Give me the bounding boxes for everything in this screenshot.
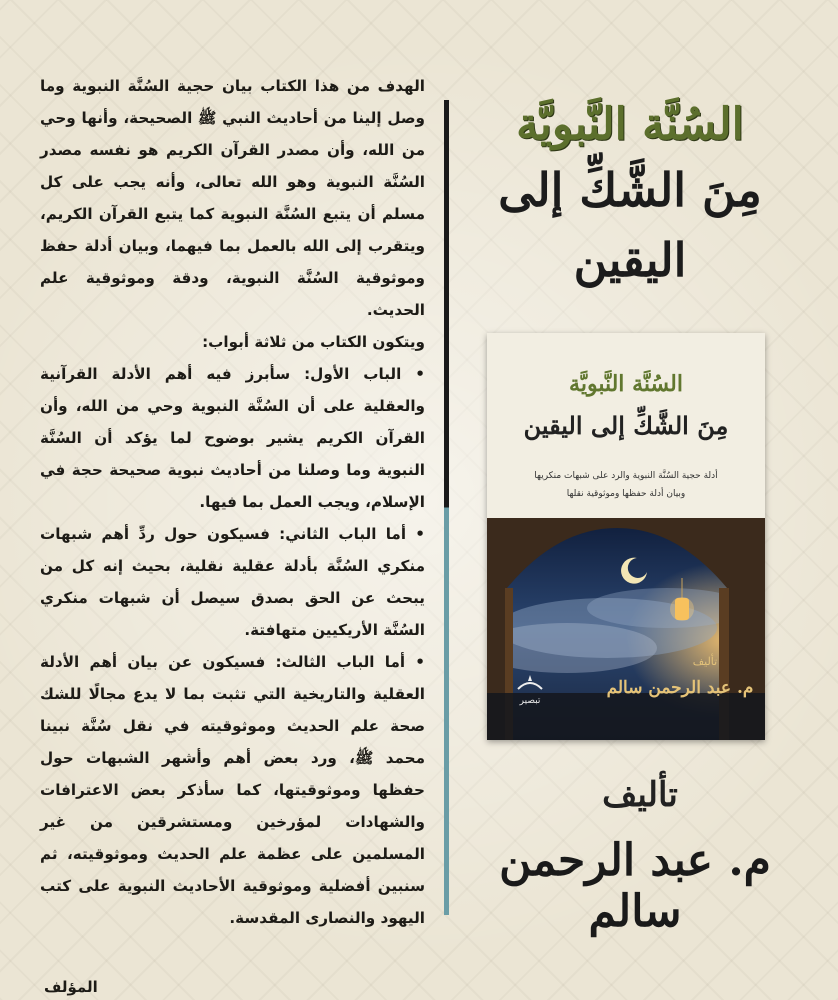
night-sky-illustration: [487, 518, 765, 740]
book-title-line-1: السُنَّة النَّبويَّة: [569, 371, 683, 397]
chapter-2-paragraph: • أما الباب الثاني: فسيكون حول ردِّ أهم شبهات منكري السُنَّة بأدلة عقلية نقلية، بحيث إنه كل من يبحث عن الحق بصدق سيصل أن شبهات منكري السُنَّة الأريكيين متهافتة.: [40, 525, 425, 639]
publisher-logo: [513, 671, 547, 706]
title-line-1: السُنَّة النَّبويَّة: [516, 99, 744, 150]
book-author-label: تأليف: [692, 655, 718, 668]
book-subtitle-line-2: وبيان أدلة حفظها وموثوقية نقلها: [566, 489, 686, 499]
description-text-column: [40, 70, 425, 934]
publisher-logo-icon: [515, 671, 545, 693]
publisher-name: تبصير: [519, 696, 541, 706]
chapter-3-paragraph: • أما الباب الثالث: فسيكون عن بيان أهم الأدلة العقلية والتاريخية التي تثبت بما لا يدع مجالًا للشك صحة علم الحديث وموثوقيته في نقل سُنَّة نبينا محمد ﷺ، ورد بعض أهم وأشهر الشبهات حول حفظها وموثوقيتها، كما سأذكر بعض الاعترافات والشهادات لمؤرخين ومستشرقين من غير المسلمين على عظمة علم الحديث وموثوقيته، ثم سنبين أفضلية وموثوقية الأحاديث النبوية على كتب اليهود والنصارى المقدسة.: [40, 653, 425, 927]
book-title-line-2: مِنَ الشَّكِّ إلى اليقين: [523, 411, 729, 440]
book-author-name: م. عبد الرحمن سالم: [606, 678, 754, 698]
chapters-intro: ويتكون الكتاب من ثلاثة أبواب:: [202, 333, 425, 351]
book-cover-image: [487, 333, 765, 740]
title-line-2: مِنَ الشَّكِّ إلى اليقين: [498, 163, 762, 287]
book-subtitle-line-1: أدلة حجية السُنَّة النبوية والرد على شبهات منكريها: [534, 471, 718, 481]
author-name: م. عبد الرحمن سالم: [499, 835, 771, 937]
vertical-divider: [444, 100, 449, 915]
intro-paragraph: الهدف من هذا الكتاب بيان حجية السُنَّة النبوية وما وصل إلينا من أحاديث النبي ﷺ الصحيحة، وأنها وحي من الله، وأن مصدر القرآن الكريم هو نفسه مصدر السُنَّة النبوية وهو الله تعالى، وأنه يجب على كل مسلم أن يتبع السُنَّة النبوية كما يتبع القرآن الكريم، ويتقرب إلى الله بالعمل بما فيهما، وبيان أدلة حفظ وموثوقية السُنَّة النبوية، ودقة وموثوقية علم الحديث.: [40, 77, 425, 319]
chapter-1-paragraph: • الباب الأول: سأبرز فيه أهم الأدلة القرآنية والعقلية على أن السُنَّة النبوية وحي من الله، وأن القرآن الكريم يشير بوضوح لما يؤكد أن السُنَّة النبوية وما وصلنا من أحاديث نبوية صحيحة حجة في الإسلام، ويجب العمل بما فيها.: [40, 365, 425, 511]
author-label: تأليف: [602, 775, 678, 815]
main-title: [460, 95, 800, 295]
author-signature: المؤلف: [44, 978, 98, 996]
